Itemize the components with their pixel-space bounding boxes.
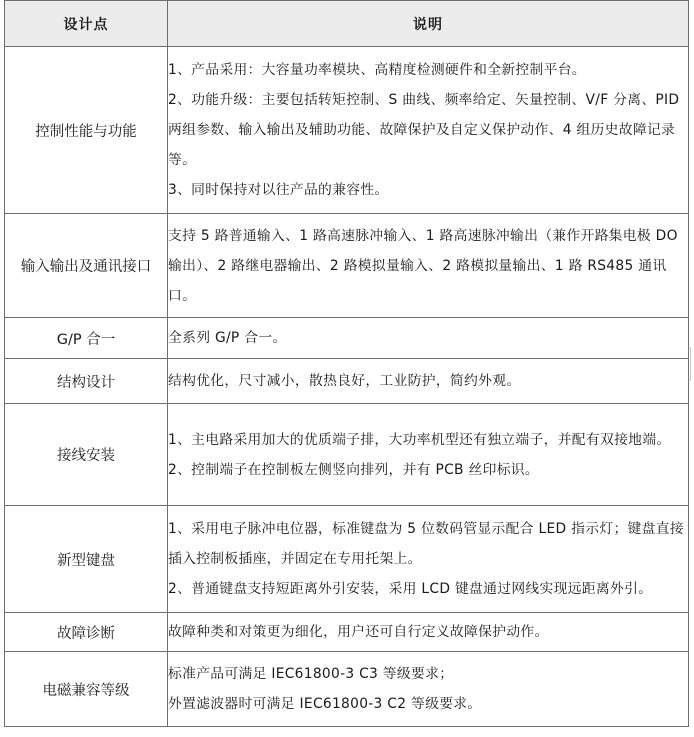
- description-cell: [168, 613, 689, 652]
- header-design-point: 设计点: [5, 1, 168, 47]
- description-paragraph: 1、产品采用：大容量功率模块、高精度检测硬件和全新控制平台。: [168, 62, 586, 78]
- description-cell: [168, 506, 689, 613]
- description-cell: [168, 359, 689, 404]
- design-point-cell: 输入输出及通讯接口: [5, 214, 168, 318]
- table-row: [5, 652, 689, 727]
- description-cell: [168, 318, 689, 359]
- description-paragraph: 结构优化，尺寸减小，散热良好，工业防护，简约外观。: [168, 373, 521, 389]
- description-cell: [168, 652, 689, 727]
- table-header-row: [5, 1, 689, 47]
- table-row: [5, 613, 689, 652]
- table-row: [5, 47, 689, 214]
- table-row: [5, 506, 689, 613]
- description-paragraph: 1、主电路采用加大的优质端子排，大功率机型还有独立端子，并配有双接地端。: [168, 431, 671, 448]
- description-cell: [168, 404, 689, 506]
- header-description: 说明: [168, 1, 689, 47]
- table-row: [5, 359, 689, 404]
- description-paragraph: 1、采用电子脉冲电位器，标准键盘为 5 位数码管显示配合 LED 指示灯；键盘直接插入控制板插座，并固定在专用托架上。: [168, 521, 684, 567]
- design-point-cell: 控制性能与功能: [5, 47, 168, 214]
- page-edge-divider: [690, 347, 694, 381]
- description-paragraph: 故障种类和对策更为细化，用户还可自行定义故障保护动作。: [168, 624, 549, 640]
- description-paragraph: 2、普通键盘支持短距离外引安装，采用 LCD 键盘通过网线实现远距离外引。: [168, 581, 653, 597]
- description-paragraph: 支持 5 路普通输入、1 路高速脉冲输入、1 路高速脉冲输出（兼作开路集电极 DO 输出）、2 路继电器输出、2 路模拟量输入、2 路模拟量输出、1 路 RS485 通讯口。: [168, 227, 678, 304]
- description-paragraph: 3、同时保持对以往产品的兼容性。: [168, 182, 389, 198]
- design-point-cell: 故障诊断: [5, 613, 168, 652]
- table-row: [5, 404, 689, 506]
- description-cell: [168, 214, 689, 318]
- description-paragraph: 标准产品可满足 IEC61800-3 C3 等级要求；: [168, 666, 454, 682]
- design-point-cell: 结构设计: [5, 359, 168, 404]
- description-paragraph: 外置滤波器时可满足 IEC61800-3 C2 等级要求。: [168, 696, 482, 712]
- description-paragraph: 全系列 G/P 合一。: [168, 330, 287, 346]
- design-point-cell: 电磁兼容等级: [5, 652, 168, 727]
- table-row: [5, 214, 689, 318]
- description-cell: [168, 47, 689, 214]
- description-paragraph: 2、控制端子在控制板左侧竖向排列，并有 PCB 丝印标识。: [168, 461, 539, 478]
- design-point-cell: 新型键盘: [5, 506, 168, 613]
- table-row: [5, 318, 689, 359]
- design-point-cell: 接线安装: [5, 404, 168, 506]
- design-point-cell: G/P 合一: [5, 318, 168, 359]
- description-paragraph: 2、功能升级：主要包括转矩控制、S 曲线、频率给定、矢量控制、V/F 分离、PID 两组参数、输入输出及辅助功能、故障保护及自定义保护动作、4 组历史故障记录等。: [168, 92, 680, 168]
- spec-table: [4, 0, 689, 727]
